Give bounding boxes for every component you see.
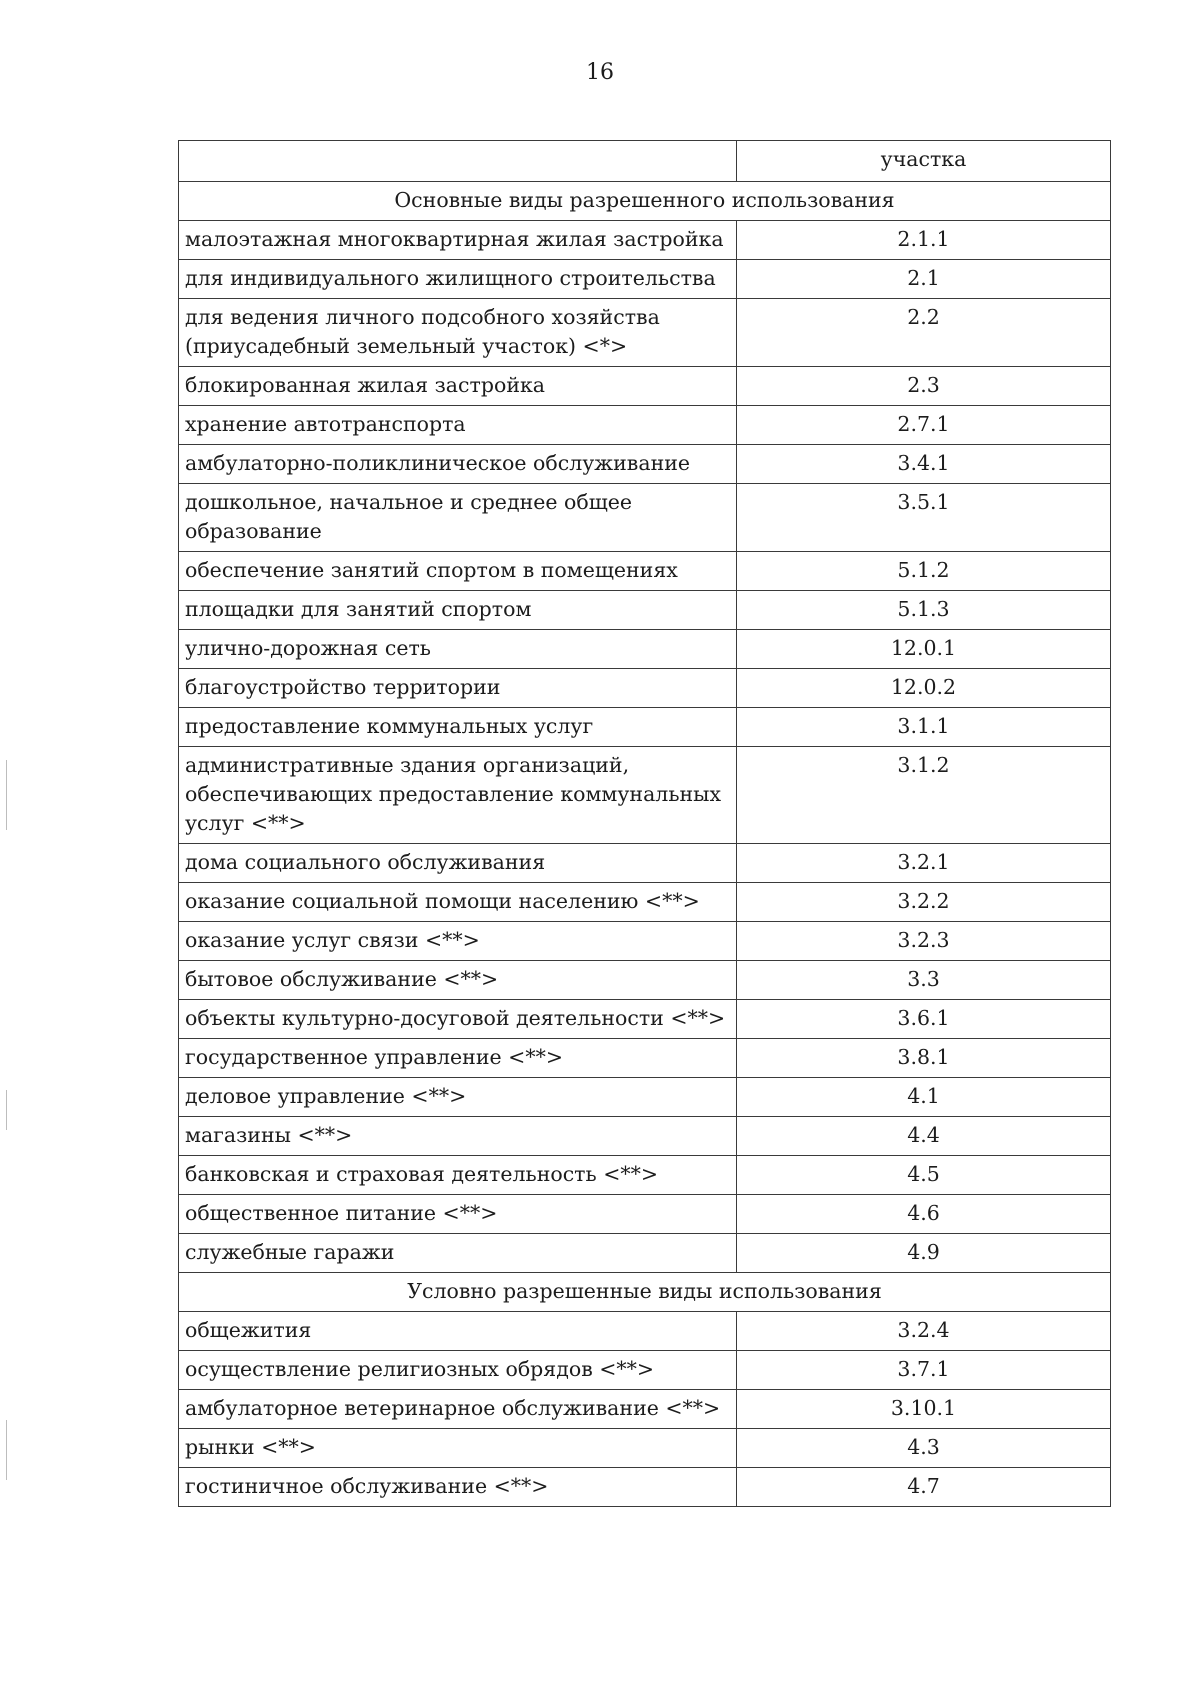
table-row	[179, 1429, 1111, 1468]
use-name: деловое управление <**>	[179, 1078, 737, 1117]
table-row	[179, 1468, 1111, 1507]
use-code: 4.1	[737, 1078, 1111, 1117]
table-row	[179, 747, 1111, 844]
use-code: 3.10.1	[737, 1390, 1111, 1429]
use-name: для индивидуального жилищного строительства	[179, 260, 737, 299]
use-name: для ведения личного подсобного хозяйства (приусадебный земельный участок) <*>	[179, 299, 737, 367]
table-row	[179, 1117, 1111, 1156]
use-code: 4.4	[737, 1117, 1111, 1156]
table-row	[179, 1234, 1111, 1273]
table-row	[179, 961, 1111, 1000]
use-name: магазины <**>	[179, 1117, 737, 1156]
use-code: 12.0.2	[737, 669, 1111, 708]
use-code: 3.1.1	[737, 708, 1111, 747]
table-header-row	[179, 141, 1111, 182]
table-row	[179, 1312, 1111, 1351]
use-code: 4.3	[737, 1429, 1111, 1468]
table-row	[179, 367, 1111, 406]
use-name: гостиничное обслуживание <**>	[179, 1468, 737, 1507]
use-code: 5.1.3	[737, 591, 1111, 630]
table-row	[179, 260, 1111, 299]
use-name: бытовое обслуживание <**>	[179, 961, 737, 1000]
section-title: Условно разрешенные виды использования	[179, 1273, 1111, 1312]
use-name: объекты культурно-досуговой деятельности <**>	[179, 1000, 737, 1039]
table-row	[179, 922, 1111, 961]
table-row	[179, 630, 1111, 669]
use-name: амбулаторное ветеринарное обслуживание <**>	[179, 1390, 737, 1429]
use-name: рынки <**>	[179, 1429, 737, 1468]
use-code: 3.4.1	[737, 445, 1111, 484]
use-code: 3.1.2	[737, 747, 1111, 844]
table-row	[179, 883, 1111, 922]
table-row	[179, 1195, 1111, 1234]
use-code: 3.6.1	[737, 1000, 1111, 1039]
scan-margin-mark	[6, 1420, 7, 1480]
scan-margin-mark	[6, 760, 7, 830]
header-code-cell: участка	[737, 141, 1111, 182]
use-name: осуществление религиозных обрядов <**>	[179, 1351, 737, 1390]
use-code: 3.2.2	[737, 883, 1111, 922]
table-row	[179, 1039, 1111, 1078]
table-row	[179, 406, 1111, 445]
use-code: 3.8.1	[737, 1039, 1111, 1078]
use-name: общежития	[179, 1312, 737, 1351]
use-code: 4.9	[737, 1234, 1111, 1273]
use-code: 2.7.1	[737, 406, 1111, 445]
table-row	[179, 844, 1111, 883]
land-use-table	[178, 140, 1111, 1507]
table-row	[179, 552, 1111, 591]
table-row	[179, 1000, 1111, 1039]
section-title: Основные виды разрешенного использования	[179, 182, 1111, 221]
table-row	[179, 1351, 1111, 1390]
table-row	[179, 1156, 1111, 1195]
use-code: 4.7	[737, 1468, 1111, 1507]
use-name: государственное управление <**>	[179, 1039, 737, 1078]
table-row	[179, 221, 1111, 260]
use-code: 4.6	[737, 1195, 1111, 1234]
use-code: 4.5	[737, 1156, 1111, 1195]
use-name: благоустройство территории	[179, 669, 737, 708]
table-row	[179, 445, 1111, 484]
use-code: 3.3	[737, 961, 1111, 1000]
scan-margin-mark	[6, 1090, 7, 1130]
use-code: 12.0.1	[737, 630, 1111, 669]
use-name: обеспечение занятий спортом в помещениях	[179, 552, 737, 591]
use-name: предоставление коммунальных услуг	[179, 708, 737, 747]
use-name: амбулаторно-поликлиническое обслуживание	[179, 445, 737, 484]
header-name-cell	[179, 141, 737, 182]
use-code: 3.2.4	[737, 1312, 1111, 1351]
section-header-row	[179, 182, 1111, 221]
use-name: блокированная жилая застройка	[179, 367, 737, 406]
use-name: хранение автотранспорта	[179, 406, 737, 445]
table-row	[179, 591, 1111, 630]
table-row	[179, 708, 1111, 747]
use-name: оказание социальной помощи населению <**>	[179, 883, 737, 922]
table-row	[179, 669, 1111, 708]
use-name: площадки для занятий спортом	[179, 591, 737, 630]
use-name: малоэтажная многоквартирная жилая застройка	[179, 221, 737, 260]
table-row	[179, 1390, 1111, 1429]
use-code: 2.1	[737, 260, 1111, 299]
use-name: дошкольное, начальное и среднее общее образование	[179, 484, 737, 552]
use-name: общественное питание <**>	[179, 1195, 737, 1234]
table-row	[179, 1078, 1111, 1117]
use-code: 3.7.1	[737, 1351, 1111, 1390]
use-code: 2.2	[737, 299, 1111, 367]
use-code: 2.3	[737, 367, 1111, 406]
use-name: дома социального обслуживания	[179, 844, 737, 883]
use-code: 2.1.1	[737, 221, 1111, 260]
use-code: 3.2.1	[737, 844, 1111, 883]
section-header-row	[179, 1273, 1111, 1312]
use-name: оказание услуг связи <**>	[179, 922, 737, 961]
use-code: 3.5.1	[737, 484, 1111, 552]
page-number: 16	[586, 60, 614, 85]
use-code: 3.2.3	[737, 922, 1111, 961]
use-code: 5.1.2	[737, 552, 1111, 591]
use-name: административные здания организаций, обеспечивающих предоставление коммунальных услуг <**>	[179, 747, 737, 844]
table-row	[179, 299, 1111, 367]
use-name: служебные гаражи	[179, 1234, 737, 1273]
use-name: банковская и страховая деятельность <**>	[179, 1156, 737, 1195]
table-row	[179, 484, 1111, 552]
use-name: улично-дорожная сеть	[179, 630, 737, 669]
